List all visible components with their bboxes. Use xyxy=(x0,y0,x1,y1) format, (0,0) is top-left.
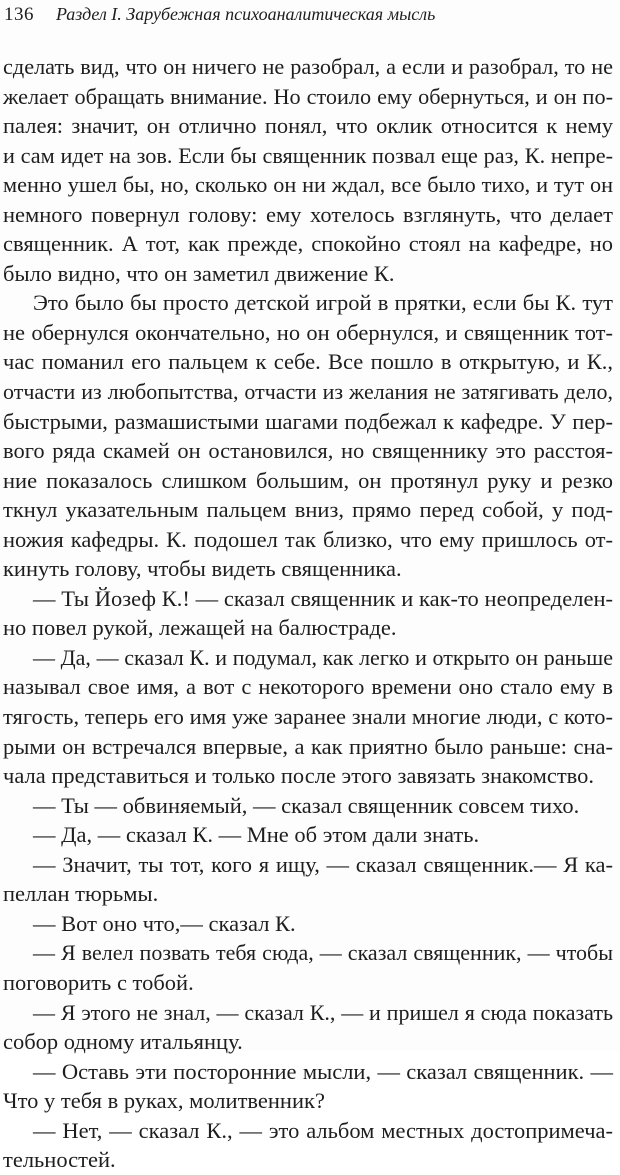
text-line: но повел рукой, лежащей на балюстраде. xyxy=(3,615,397,641)
text-line: — Ты Йозеф К.! — сказал священник и как-то неопределен- xyxy=(33,585,613,611)
text-line: чала представиться и только после этого завязать знакомство. xyxy=(3,763,595,789)
text-line: кинуть голову, чтобы видеть священника. xyxy=(3,556,402,582)
text-line: — Я этого не знал, — сказал К., — и пришел я сюда показать xyxy=(33,999,613,1025)
text-line: пеллан тюрьмы. xyxy=(3,881,159,907)
text-line: священник. А тот, как прежде, спокойно стоял на кафедре, но xyxy=(3,231,613,257)
text-line: час поманил его пальцем к себе. Все пошло в открытую, и К., xyxy=(3,349,613,375)
text-line: не обернулся окончательно, но он обернулся, и священник тот- xyxy=(3,319,613,345)
text-line: Что у тебя в руках, молитвенник? xyxy=(3,1088,325,1114)
text-line: желает обращать внимание. Но стоило ему обернуться, и он по- xyxy=(3,83,613,109)
text-line: немного повернул голову: ему хотелось взглянуть, что делает xyxy=(3,201,613,227)
text-line: — Значит, ты тот, кого я ищу, — сказал священник.— Я ка- xyxy=(33,851,613,877)
text-line: — Оставь эти посторонние мысли, — сказал священник. — xyxy=(33,1058,613,1084)
text-line: поговорить с тобой. xyxy=(3,969,194,995)
text-line: палея: значит, он отлично понял, что оклик относится к нему xyxy=(3,113,613,139)
page-number: 136 xyxy=(4,4,34,25)
text-line: Это было бы просто детской игрой в прятки, если бы К. тут xyxy=(33,290,613,316)
text-line: сделать вид, что он ничего не разобрал, а если и разобрал, то не xyxy=(3,54,613,79)
text-line: тягость, теперь его имя уже заранее знали многие люди, с кото- xyxy=(3,704,613,730)
running-header xyxy=(4,2,435,26)
text-line: отчасти из любопытства, отчасти из желания не затягивать дело, xyxy=(3,379,613,405)
text-line: было видно, что он заметил движение К. xyxy=(3,260,395,286)
text-line: и сам идет на зов. Если бы священник позвал еще раз, К. непре- xyxy=(3,142,613,168)
text-line: вого ряда скамей он остановился, но священнику это расстоя- xyxy=(3,438,613,464)
body-text xyxy=(3,52,613,1175)
text-line: — Да, — сказал К. — Мне об этом дали знать. xyxy=(33,822,480,848)
text-line: — Нет, — сказал К., — это альбом местных достопримеча- xyxy=(33,1117,613,1143)
text-line: называл свое имя, а вот с некоторого времени оно стало ему в xyxy=(3,674,613,700)
text-line: ткнул указательным пальцем вниз, прямо перед собой, у под- xyxy=(3,497,613,523)
text-line: менно ушел бы, но, сколько он ни ждал, все было тихо, и тут он xyxy=(3,172,613,198)
text-line: — Я велел позвать тебя сюда, — сказал священник, — чтобы xyxy=(33,940,613,966)
text-line: — Ты — обвиняемый, — сказал священник совсем тихо. xyxy=(33,792,580,818)
section-title: Раздел I. Зарубежная психоаналитическая мысль xyxy=(56,4,436,24)
text-line: собор одному итальянцу. xyxy=(3,1029,243,1055)
text-line: рыми он встречался впервые, а как приятно было раньше: сна- xyxy=(3,733,613,759)
text-line: тельностей. xyxy=(3,1147,116,1173)
text-line: ножия кафедры. К. подошел так близко, что ему пришлось от- xyxy=(3,526,613,552)
text-line: быстрыми, размашистыми шагами подбежал к кафедре. У пер- xyxy=(3,408,613,434)
text-line: — Да, — сказал К. и подумал, как легко и открыто он раньше xyxy=(33,644,613,670)
text-line: ние показалось слишком большим, он протянул руку и резко xyxy=(3,467,613,493)
text-line: — Вот оно что,— сказал К. xyxy=(33,910,296,936)
